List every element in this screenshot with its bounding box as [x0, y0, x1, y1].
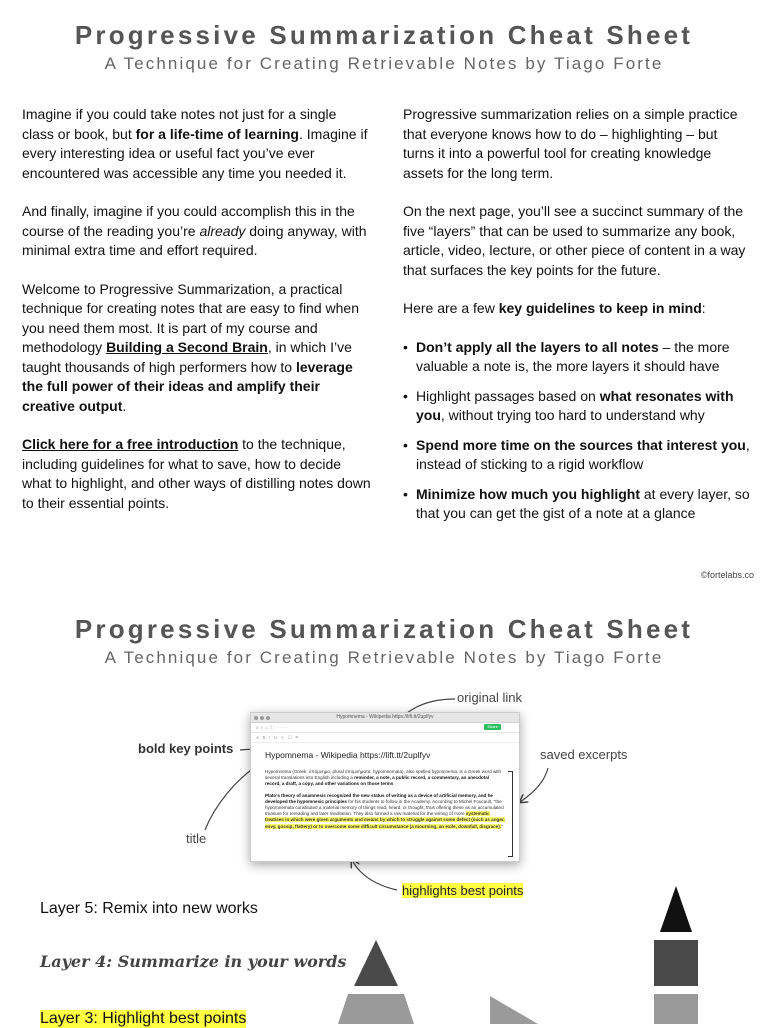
layer-4-label: Layer 4: Summarize in your words [40, 952, 347, 971]
list-item: • Minimize how much you highlight at every layer, so that you can get the gist of a note at a glance [403, 485, 751, 524]
saved-excerpts-arrow [520, 768, 548, 802]
note-paragraph: Plato's theory of anamnesis recognized the new status of writing as a device of artificial memory, and he developed the hypomnesic principles for his students to follow in the Academy. According to Michel Foucault, "the hypomnemata constituted a material memory of things read, heard, or thought, thus offering these as an accumulated treasure for rereading and later meditation. They also formed a raw material for the writing of more systematic treatises in which were given arguments and means by which to struggle against some defect (such as anger, envy, gossip, flattery) or to overcome some difficult circumstance (a mourning, an exile, downfall, disgrace)." [265, 792, 505, 829]
original-link-label: original link [457, 690, 523, 705]
share-button[interactable]: Share [484, 724, 501, 730]
list-item: • Highlight passages based on what resonates with you, without trying too hard to understand why [403, 387, 751, 426]
title-label: title [186, 831, 207, 846]
list-item: • Spend more time on the sources that interest you, instead of sticking to a rigid workflow [403, 436, 751, 475]
guidelines-intro: Here are a few key guidelines to keep in mind: [403, 300, 706, 316]
marker-body-icon [338, 994, 414, 1024]
note-toolbar: ≡ ☆ ⌂ ⓘ · · · · Share [251, 723, 519, 733]
page-subtitle: A Technique for Creating Retrievable Notes by Tiago Forte [104, 54, 664, 73]
page2-subtitle: A Technique for Creating Retrievable Notes by Tiago Forte [104, 648, 664, 667]
copyright: ©fortelabs.co [700, 570, 754, 580]
marker-tip-icon [660, 886, 692, 932]
window-titlebar: Hypomnema - Wikipedia https://lift.tt/2uplfyv [251, 713, 519, 723]
note-title: Hypomnema - Wikipedia https://lift.tt/2uplfyv [265, 750, 431, 760]
format-toolbar: A B I U ≡ ☐ ⌗ [251, 733, 519, 743]
building-second-brain-link[interactable]: Building a Second Brain [106, 339, 268, 355]
highlights-best-points-label: highlights best points [402, 883, 524, 898]
bold-key-points-label: bold key points [138, 741, 234, 756]
layer-3-label: Layer 3: Highlight best points [40, 1010, 247, 1027]
intro-paragraph: Imagine if you could take notes not just for a single class or book, but for a life-time of learning. Imagine if every interesting idea or useful fact you’ve ever encountered was accessible any time you needed it. [22, 106, 368, 181]
saved-excerpts-label: saved excerpts [540, 747, 628, 762]
list-item: • Don’t apply all the layers to all notes – the more valuable a note is, the more layers it should have [403, 338, 751, 377]
right-column [403, 105, 751, 534]
excerpt-bracket [508, 771, 513, 857]
next-page-paragraph: On the next page, you’ll see a succinct summary of the five “layers” that can be used to summarize any book, article, video, lecture, or other piece of content in a way that surfaces the key points for the future. [403, 203, 746, 278]
imagine-paragraph: And finally, imagine if you could accomplish this in the course of the reading you’re already doing anyway, with minimal extra time and effort required. [22, 203, 367, 258]
left-column [22, 105, 372, 532]
page-title: Progressive Summarization Cheat Sheet [74, 20, 694, 50]
page2-title: Progressive Summarization Cheat Sheet [74, 614, 694, 644]
marker-tip-icon [490, 996, 538, 1024]
free-introduction-link[interactable]: Click here for a free introduction [22, 436, 239, 452]
note-app-screenshot [250, 712, 520, 862]
guidelines-list [403, 338, 751, 524]
practice-paragraph: Progressive summarization relies on a simple practice that everyone knows how to do – highlighting – but turns it into a powerful tool for creating knowledge assets for the long term. [403, 106, 738, 181]
marker-body-icon [654, 994, 698, 1024]
intro-link-paragraph: Click here for a free introduction to the technique, including guidelines for what to save, how to decide what to highlight, and other ways of distilling notes down to their essential points. [22, 436, 371, 511]
note-paragraph: Hypomnema (Greek: ὑπόμνημα, plural ὑπομνήματα, hypomnemata), also spelled hypomnema, is a Greek word with several translations into English including a reminder, a note, a public record, a commentary, an anecdotal record, a draft, a copy, and other variations on those terms [265, 769, 502, 787]
welcome-paragraph: Welcome to Progressive Summarization, a practical technique for creating notes that are easy to find when you need them most. It is part of my course and methodology Building a Second Brain, in which I’ve taught thousands of high performers how to leverage the full power of their ideas and amplify their creative output. [22, 280, 359, 414]
marker-band-icon [654, 940, 698, 986]
layer-5-label: Layer 5: Remix into new works [40, 900, 258, 917]
marker-tip-icon [354, 940, 398, 986]
marker-illustrations [320, 880, 740, 1024]
